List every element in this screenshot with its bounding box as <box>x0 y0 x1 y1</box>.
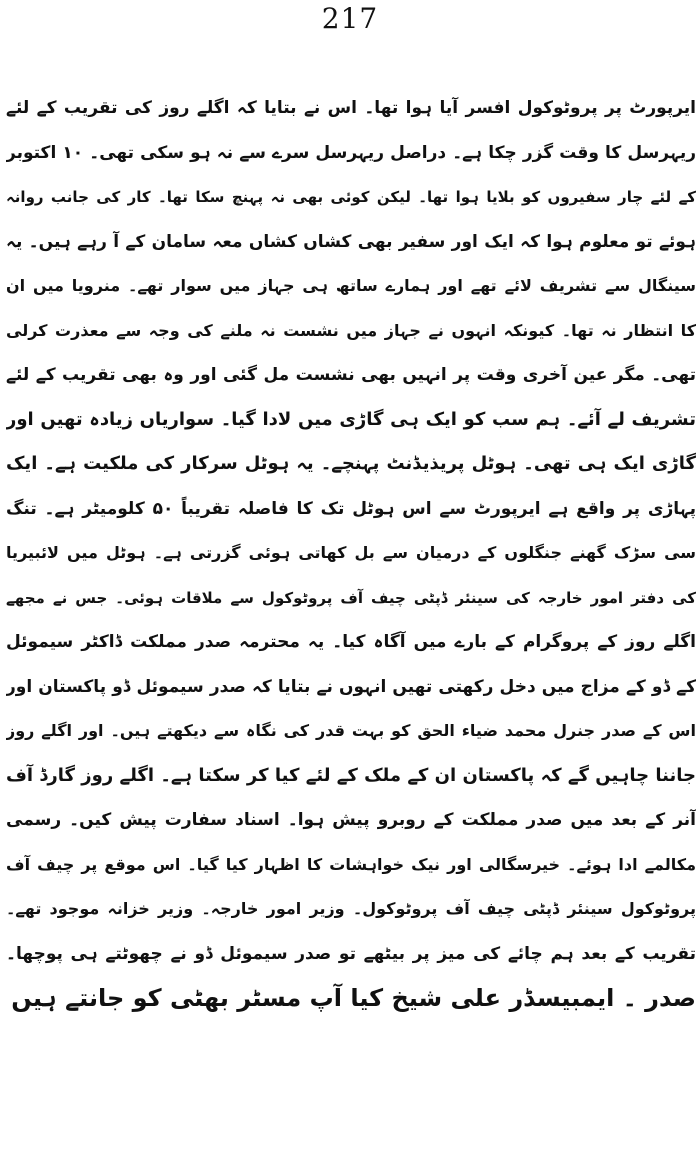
page-number: 217 <box>321 2 379 35</box>
text-line: ریہرسل کا وقت گزر چکا ہے۔ دراصل ریہرسل سرے سے نہ ہو سکی تھی۔ ۱۰ اکتوبر <box>6 142 696 163</box>
text-line: تشریف لے آئے۔ ہم سب کو ایک ہی گاڑی میں لادا گیا۔ سواریاں زیادہ تھیں اور <box>6 408 696 430</box>
text-line: کی دفتر امور خارجہ کی سینئر ڈپٹی چیف آف پروٹوکول سے ملاقات ہوئی۔ جس نے مجھے <box>6 588 696 607</box>
text-line: سی سڑک گھنے جنگلوں کے درمیان سے بل کھاتی ہوئی گزرتی ہے۔ ہوٹل میں لائبیریا <box>6 543 696 562</box>
text-line: اس کے صدر جنرل محمد ضیاء الحق کو بہت قدر کی نگاہ سے دیکھتے ہیں۔ اور اگلے روز <box>6 721 696 740</box>
text-line: ہوئے تو معلوم ہوا کہ ایک اور سفیر بھی کشاں کشاں معہ سامان کے آ رہے ہیں۔ یہ <box>6 231 696 252</box>
text-line: گاڑی ایک ہی تھی۔ ہوٹل پریذیڈنٹ پہنچے۔ یہ ہوٹل سرکار کی ملکیت ہے۔ ایک <box>6 453 696 474</box>
text-line: تھی۔ مگر عین آخری وقت پر انہیں بھی نشست مل گئی اور وہ بھی تقریب کے لئے <box>6 365 696 385</box>
text-line: ایرپورٹ پر پروٹوکول افسر آیا ہوا تھا۔ اس نے بتایا کہ اگلے روز کی تقریب کے لئے <box>6 98 696 118</box>
text-line: صدر ۔ ایمبیسڈر علی شیخ کیا آپ مسٹر بھٹی کو جانتے ہیں <box>11 984 696 1012</box>
text-line: سینگال سے تشریف لائے تھے اور ہمارے ساتھ ہی جہاز میں سوار تھے۔ منرویا میں ان <box>6 276 696 295</box>
text-line: پروٹوکول سینئر ڈپٹی چیف آف پروٹوکول۔ وزیر امور خارجہ۔ وزیر خزانہ موجود تھے۔ <box>6 899 696 918</box>
text-line: آنر کے بعد میں صدر مملکت کے روبرو پیش ہوا۔ اسناد سفارت پیش کیں۔ رسمی <box>6 810 696 830</box>
text-line: جاننا چاہیں گے کہ پاکستان ان کے ملک کے لئے کیا کر سکتا ہے۔ اگلے روز گارڈ آف <box>6 764 696 786</box>
text-line: اگلے روز کے پروگرام کے بارے میں آگاہ کیا۔ یہ محترمہ صدر مملکت ڈاکٹر سیموئل <box>6 632 696 652</box>
text-line: کے ڈو کے مزاج میں دخل رکھتی تھیں انہوں نے بتایا کہ صدر سیموئل ڈو پاکستان اور <box>6 676 696 697</box>
text-line: تقریب کے بعد ہم چائے کی میز پر بیٹھے تو صدر سیموئل ڈو نے چھوٹتے ہی پوچھا۔ <box>6 943 696 964</box>
text-line: کے لئے چار سفیروں کو بلایا ہوا تھا۔ لیکن کوئی بھی نہ پہنچ سکا تھا۔ کار کی جانب روانہ <box>6 188 696 206</box>
text-line: پہاڑی پر واقع ہے ایرپورٹ سے اس ہوٹل تک کا فاصلہ تقریباً ۵۰ کلومیٹر ہے۔ تنگ <box>6 498 696 519</box>
text-line: کا انتظار نہ تھا۔ کیونکہ انہوں نے جہاز میں نشست نہ ملنے کی وجہ سے معذرت کرلی <box>6 320 696 340</box>
body-text <box>6 86 696 1021</box>
text-line: مکالمے ادا ہوئے۔ خیرسگالی اور نیک خواہشات کا اظہار کیا گیا۔ اس موقع پر چیف آف <box>6 854 696 874</box>
